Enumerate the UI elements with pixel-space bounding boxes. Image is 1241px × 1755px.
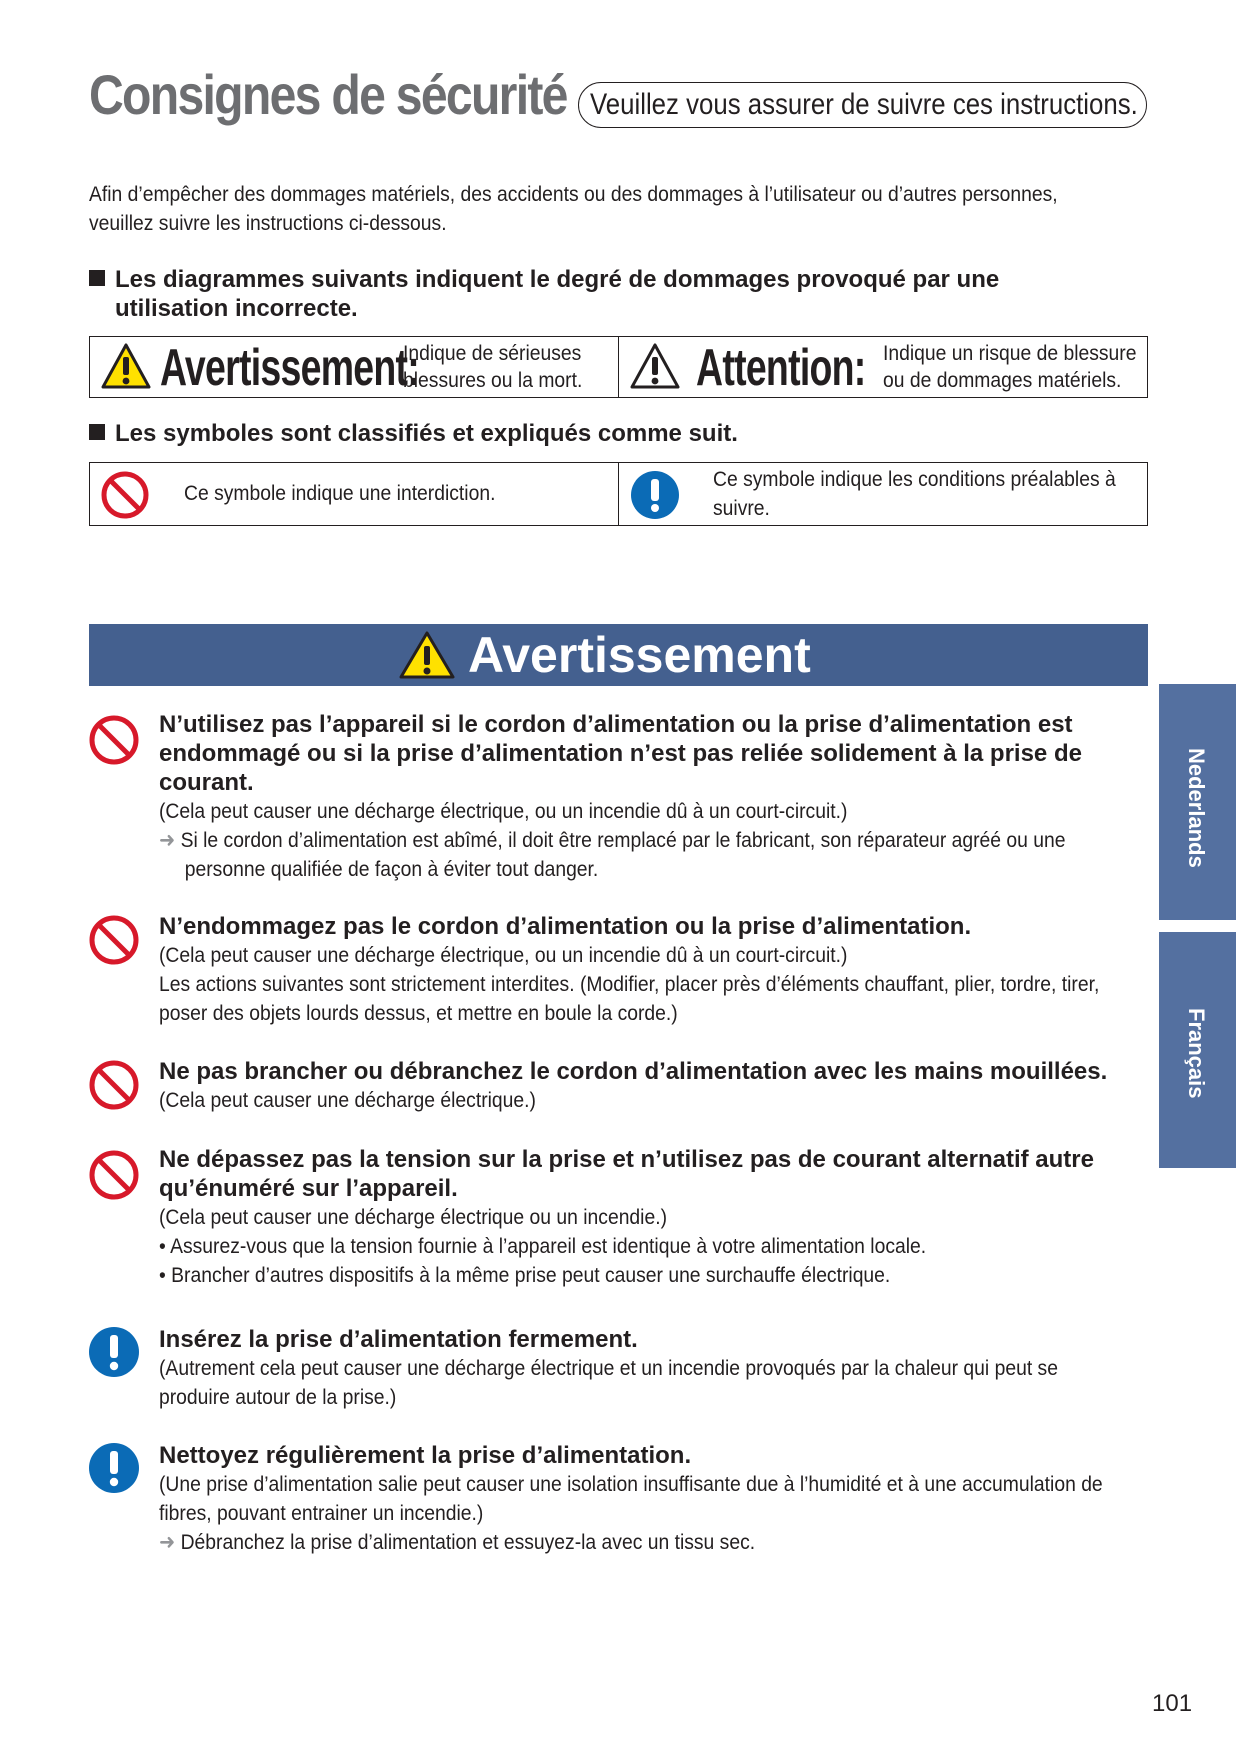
symbol-cell-mandatory [618, 463, 1147, 525]
warning-item [159, 1057, 1149, 1115]
symbol-cell-prohibition [90, 463, 618, 525]
warning-item [159, 912, 1149, 1028]
page-number: 101 [1152, 1690, 1193, 1717]
warning-item-body: (Cela peut causer une décharge électrique ou un incendie.) • Assurez-vous que la tension fournie à l’appareil est identique à votre alimentation locale. • Brancher d’autres dispositifs à la même prise peut causer une surchauffe électrique. [159, 1206, 927, 1287]
warning-item-body: (Une prise d’alimentation salie peut causer une isolation insuffisante due à l’humidité et à une accumulation de fibres, pouvant entrainer un incendie.) ➜ Débranchez la prise d’alimentation et essuyez-la avec un tissu sec. [159, 1473, 1103, 1554]
intro-paragraph [89, 180, 1147, 238]
section-heading-symbols: Les symboles sont classifiés et expliqués comme suit. [89, 419, 1089, 448]
mandatory-icon [88, 1442, 140, 1494]
subtitle-text: Veuillez vous assurer de suivre ces instructions. [590, 88, 1138, 121]
warning-banner-title: Avertissement [468, 627, 811, 683]
section-heading-severity: Les diagrammes suivants indiquent le degré de dommages provoqué par une utilisation incorrecte. [89, 265, 1089, 323]
warning-item [159, 710, 1149, 884]
mandatory-icon [630, 470, 680, 520]
prohibition-icon [88, 1059, 140, 1111]
severity-table [89, 336, 1148, 398]
warning-item-heading: N’utilisez pas l’appareil si le cordon d’alimentation ou la prise d’alimentation est endommagé ou si la prise d’alimentation n’est pas reliée solidement à la prise de courant. [159, 711, 1082, 796]
prohibition-icon [88, 914, 140, 966]
arrow-right-icon: ➜ [159, 1531, 176, 1554]
caution-triangle-icon [629, 342, 681, 390]
severity-cell-caution [618, 337, 1147, 397]
warning-triangle-icon [100, 342, 152, 390]
mandatory-explanation: Ce symbole indique les conditions préalables à suivre. [713, 468, 1116, 520]
prohibition-explanation: Ce symbole indique une interdiction. [184, 482, 496, 505]
severity-cell-warning [90, 337, 618, 397]
prohibition-icon [88, 1149, 140, 1201]
warning-item-heading: Insérez la prise d’alimentation fermement. [159, 1326, 638, 1353]
warning-item [159, 1145, 1149, 1290]
square-bullet-icon [89, 270, 105, 286]
square-bullet-icon [89, 424, 105, 440]
warning-item-heading: N’endommagez pas le cordon d’alimentation ou la prise d’alimentation. [159, 913, 972, 940]
caution-description: Indique un risque de blessure ou de dommages matériels. [883, 342, 1137, 392]
language-tab-nederlands-label: Nederlands [1184, 748, 1209, 868]
symbols-table [89, 462, 1148, 526]
warning-item-body: (Cela peut causer une décharge électrique, ou un incendie dû à un court-circuit.) ➜ Si le cordon d’alimentation est abîmé, il doit être remplacé par le fabricant, son réparateur agréé ou une personne qualifiée de façon à éviter tout danger. [159, 800, 1066, 881]
warning-item-body: (Cela peut causer une décharge électrique.) [159, 1089, 536, 1112]
language-tab-francais-label: Français [1184, 1008, 1209, 1099]
warning-item [159, 1441, 1149, 1557]
prohibition-icon [100, 470, 150, 520]
arrow-right-icon: ➜ [159, 829, 176, 852]
intro-line-1: Afin d’empêcher des dommages matériels, des accidents ou des dommages à l’utilisateur ou d’autres personnes, [89, 183, 1058, 206]
warning-item-body: (Autrement cela peut causer une décharge électrique et un incendie provoqués par la chaleur qui peut se produire autour de la prise.) [159, 1357, 1058, 1409]
warning-item [159, 1325, 1149, 1412]
warning-item-heading: Ne dépassez pas la tension sur la prise et n’utilisez pas de courant alternatif autre qu’énuméré sur l’appareil. [159, 1146, 1094, 1202]
prohibition-icon [88, 714, 140, 766]
caution-label: Attention: [696, 339, 866, 397]
warning-item-body: (Cela peut causer une décharge électrique, ou un incendie dû à un court-circuit.) Les actions suivantes sont strictement interdites. (Modifier, placer près d’éléments chauffant, plier, tordre, tirer, poser des objets lourds dessus, et mettre en boule la corde.) [159, 944, 1100, 1025]
warning-description: Indique de sérieuses blessures ou la mort. [403, 342, 583, 392]
page-title: Consignes de sécurité [89, 63, 567, 126]
mandatory-icon [88, 1326, 140, 1378]
intro-line-2: veuillez suivre les instructions ci-dessous. [89, 212, 447, 235]
warning-item-heading: Ne pas brancher ou débranchez le cordon d’alimentation avec les mains mouillées. [159, 1058, 1108, 1085]
warning-item-heading: Nettoyez régulièrement la prise d’alimentation. [159, 1442, 692, 1469]
warning-label: Avertissement: [160, 339, 420, 397]
warning-triangle-icon [398, 630, 456, 680]
